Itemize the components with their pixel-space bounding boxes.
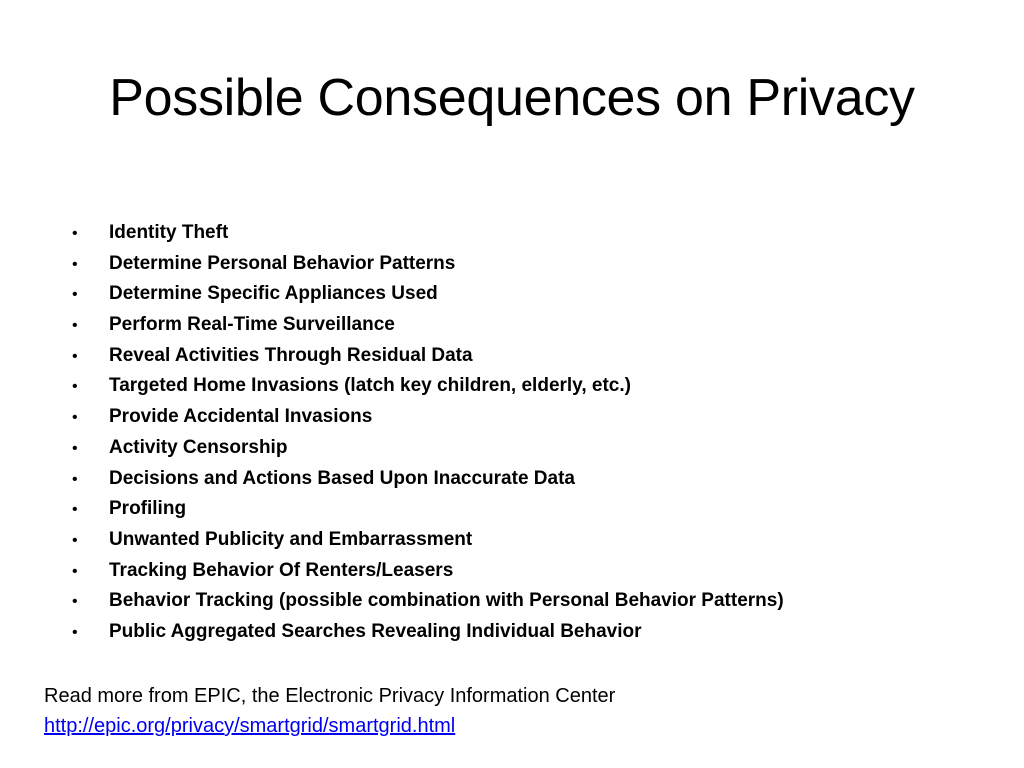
bullet-icon: •	[72, 593, 78, 611]
list-item	[72, 621, 784, 652]
bullet-text: Decisions and Actions Based Upon Inaccurate Data	[109, 467, 575, 489]
bullet-text: Behavior Tracking (possible combination with Personal Behavior Patterns)	[109, 590, 784, 612]
list-item	[72, 406, 784, 437]
bullet-text: Identity Theft	[109, 222, 229, 243]
bullet-list	[72, 222, 784, 652]
bullet-icon: •	[72, 470, 78, 488]
list-item	[72, 468, 784, 499]
epic-link[interactable]: http://epic.org/privacy/smartgrid/smartgrid.html	[44, 715, 456, 737]
bullet-text: Perform Real-Time Surveillance	[109, 314, 395, 336]
list-item	[72, 375, 784, 406]
bullet-icon: •	[72, 286, 78, 304]
bullet-icon: •	[72, 225, 78, 242]
bullet-icon: •	[72, 378, 78, 396]
list-item	[72, 437, 784, 468]
bullet-icon: •	[72, 347, 78, 365]
list-item	[72, 345, 784, 376]
bullet-icon: •	[72, 501, 78, 519]
bullet-text: Public Aggregated Searches Revealing Individual Behavior	[109, 620, 642, 642]
bullet-icon: •	[72, 623, 78, 641]
bullet-icon: •	[72, 439, 78, 457]
list-item	[72, 560, 784, 591]
bullet-icon: •	[72, 562, 78, 580]
list-item	[72, 283, 784, 314]
bullet-text: Activity Censorship	[109, 436, 288, 458]
bullet-text: Profiling	[109, 498, 187, 520]
bullet-icon: •	[72, 317, 78, 335]
bullet-icon: •	[72, 531, 78, 549]
bullet-text: Reveal Activities Through Residual Data	[109, 344, 473, 366]
bullet-text: Determine Specific Appliances Used	[109, 283, 438, 305]
footer-text: Read more from EPIC, the Electronic Privacy Information Center	[44, 685, 616, 707]
list-item	[72, 314, 784, 345]
list-item	[72, 498, 784, 529]
bullet-icon: •	[72, 409, 78, 427]
bullet-icon: •	[72, 255, 78, 273]
list-item	[72, 253, 784, 284]
footer	[44, 681, 615, 741]
list-item	[72, 529, 784, 560]
bullet-text: Provide Accidental Invasions	[109, 406, 373, 428]
list-item	[72, 222, 784, 253]
bullet-text: Unwanted Publicity and Embarrassment	[109, 528, 473, 550]
bullet-text: Determine Personal Behavior Patterns	[109, 252, 456, 274]
bullet-text: Tracking Behavior Of Renters/Leasers	[109, 559, 454, 581]
slide-title: Possible Consequences on Privacy	[109, 69, 915, 127]
list-item	[72, 590, 784, 621]
bullet-text: Targeted Home Invasions (latch key children, elderly, etc.)	[109, 375, 631, 397]
